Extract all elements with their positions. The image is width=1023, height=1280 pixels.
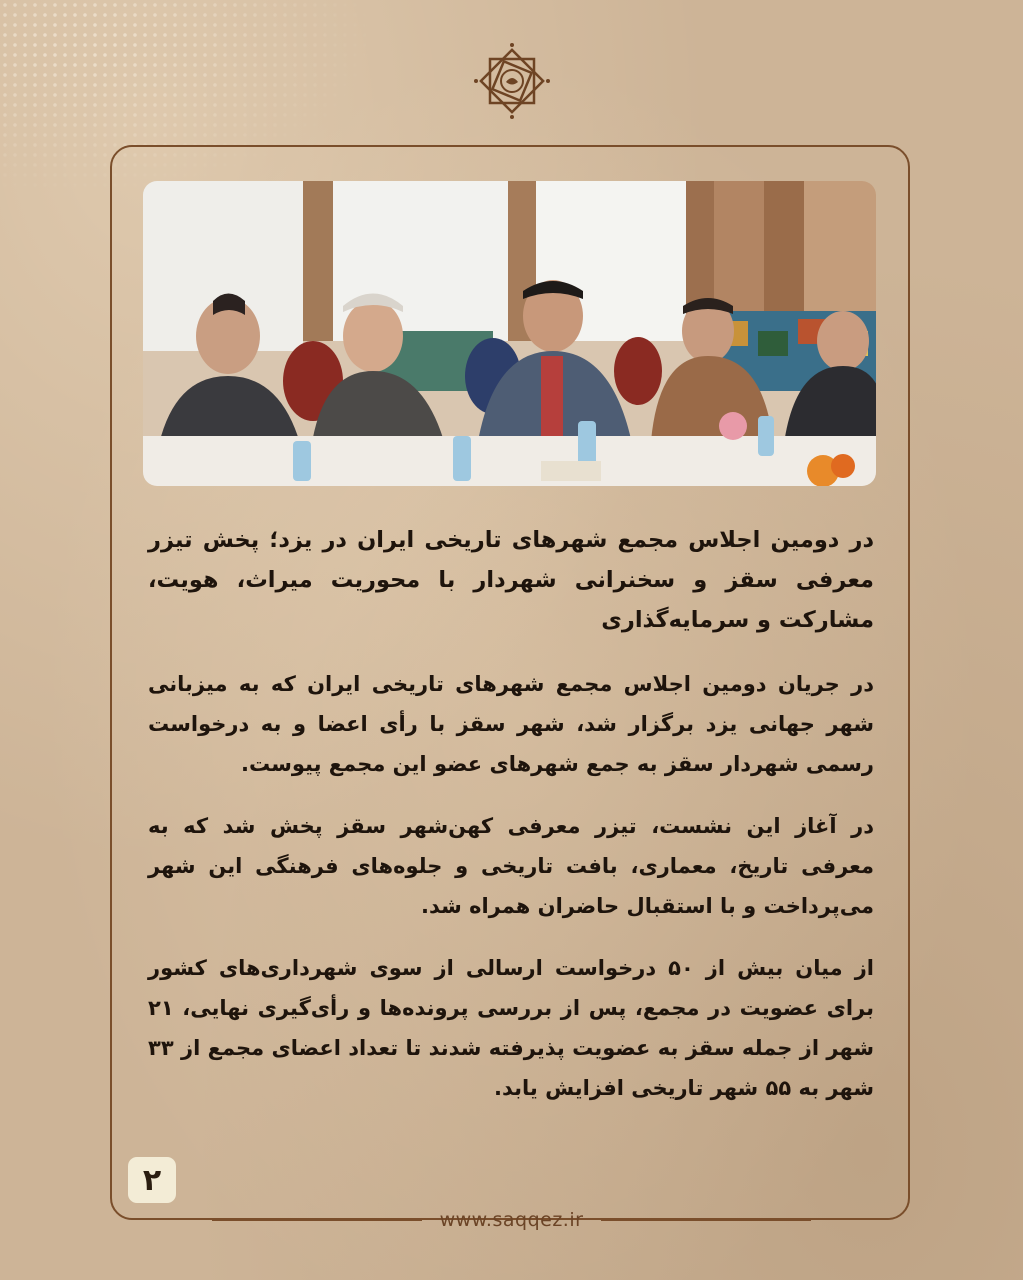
article-paragraph: در آغاز این نشست، تیزر معرفی کهن‌شهر سقز پخش شد که به معرفی تاریخ، معماری، بافت تاریخی و جلوه‌های فرهنگی این شهر می‌پرداخت و با استقبال حاضران همراه شد. xyxy=(148,814,874,918)
article-body xyxy=(148,520,874,1130)
footer xyxy=(0,1204,1023,1236)
footer-divider-right xyxy=(601,1219,811,1221)
article-paragraph: در جریان دومین اجلاس مجمع شهرهای تاریخی ایران که به میزبانی شهر جهانی یزد برگزار شد، شهر سقز با رأی اعضا و به درخواست رسمی شهردار سقز به جمع شهرهای عضو این مجمع پیوست. xyxy=(148,672,874,776)
ornamental-star-logo-icon xyxy=(473,42,551,120)
article-headline: در دومین اجلاس مجمع شهرهای تاریخی ایران در یزد؛ پخش تیزر معرفی سقز و سخنرانی شهردار با محوریت میراث، هویت، مشارکت و سرمایه‌گذاری xyxy=(148,527,874,633)
meeting-photo xyxy=(143,181,876,486)
footer-divider-left xyxy=(212,1219,422,1221)
website-link[interactable]: www.saqqez.ir xyxy=(439,1209,584,1231)
article-paragraph: از میان بیش از ۵۰ درخواست ارسالی از سوی شهرداری‌های کشور برای عضویت در مجمع، پس از بررسی پرونده‌ها و رأی‌گیری نهایی، ۲۱ شهر از جمله سقز به عضویت پذیرفته شدند تا تعداد اعضای مجمع از ۳۳ شهر به ۵۵ شهر تاریخی افزایش یابد. xyxy=(148,956,874,1100)
page-number-badge: ۲ xyxy=(128,1157,176,1203)
